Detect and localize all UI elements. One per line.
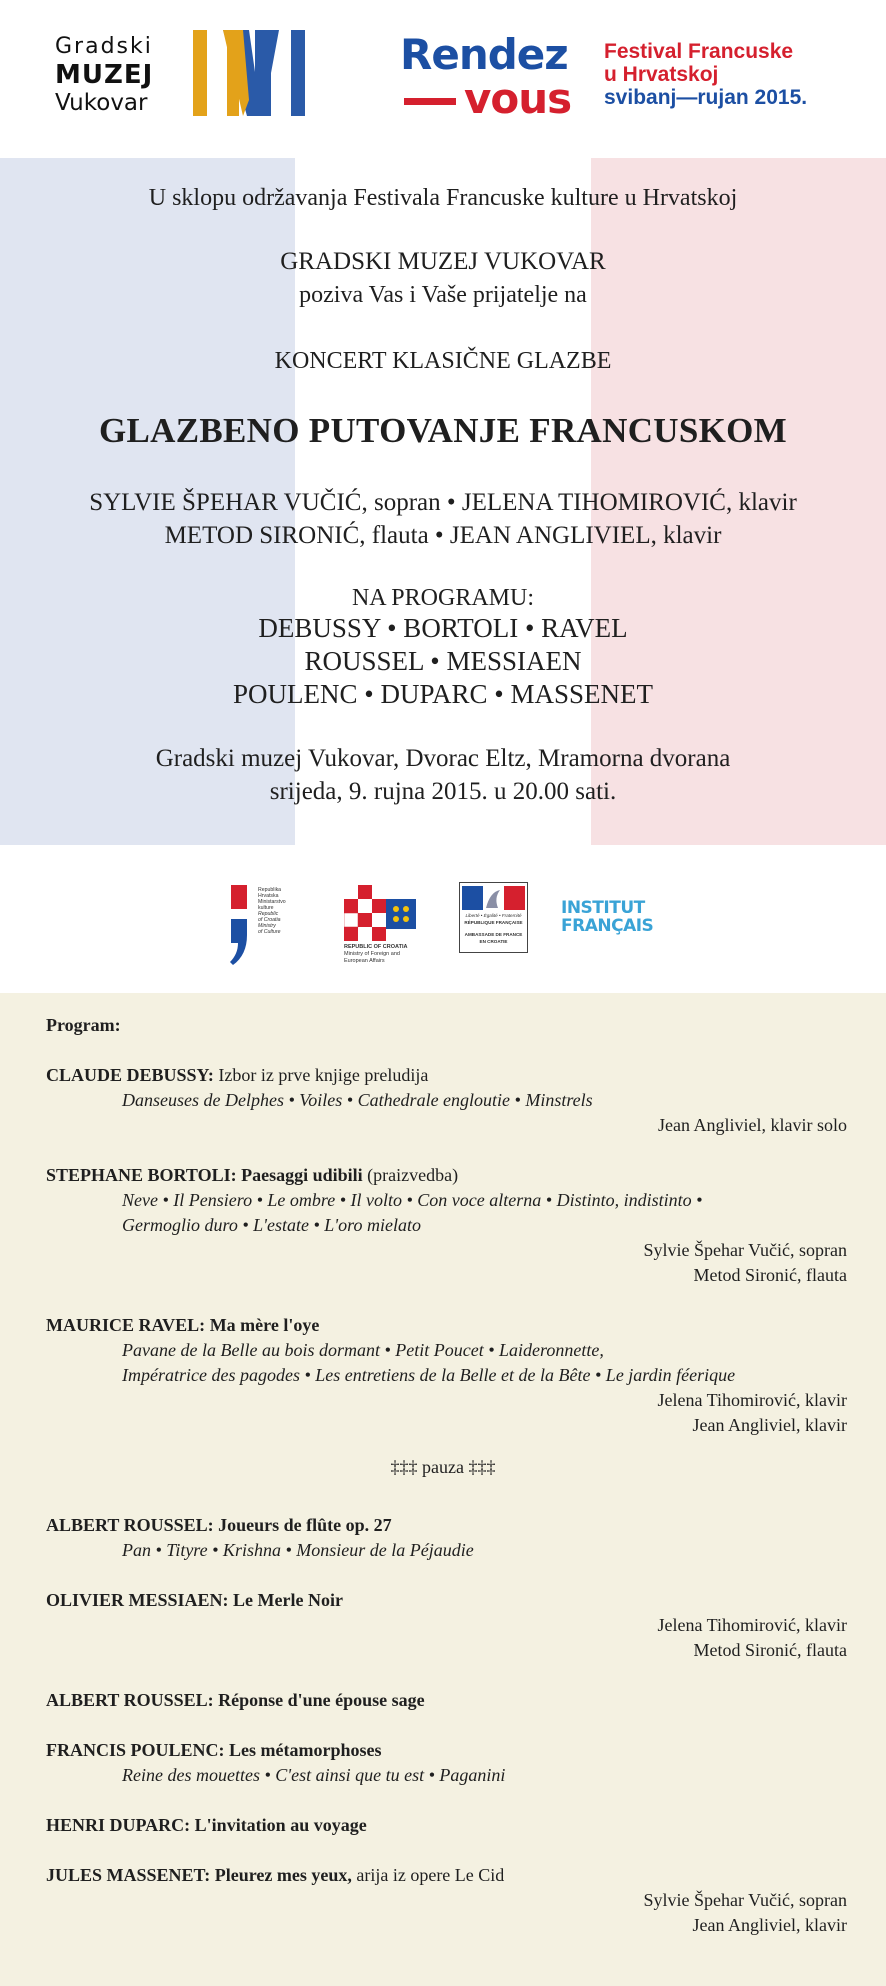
rendezvous-line1: Rendez — [400, 30, 568, 79]
moc-text-0: Republika — [258, 887, 282, 893]
ravel-composer: MAURICE RAVEL: — [46, 1315, 206, 1335]
ravel-entry — [46, 1315, 319, 1336]
sponsor-logos — [0, 845, 886, 993]
debussy-pieces: Danseuses de Delphes • Voiles • Cathedrale engloutie • Minstrels — [122, 1090, 593, 1110]
invitation-intro: U sklopu održavanja Festivala Francuske kulture u Hrvatskoj — [148, 185, 738, 211]
invitation-host: GRADSKI MUZEJ VUKOVAR — [280, 248, 606, 275]
massenet-work: Pleurez mes yeux, — [214, 1865, 352, 1885]
debussy-work: Izbor iz prve knjige preludija — [218, 1065, 429, 1085]
mfa-text-1: Ministry of Foreign and — [344, 951, 400, 957]
bortoli-note: (praizvedba) — [367, 1165, 459, 1185]
rendezvous-line2: vous — [464, 74, 572, 123]
massenet-performer-2: Jean Angliviel, klavir — [692, 1915, 847, 1935]
festival-line1: Festival Francuske — [604, 40, 794, 63]
moc-text-3: kulture — [258, 905, 274, 911]
gradski-muzej-vukovar-logo — [55, 30, 315, 120]
amb-text-1: RÉPUBLIQUE FRANÇAISE — [464, 919, 523, 925]
messiaen-performer-1: Jelena Tihomirović, klavir — [657, 1615, 847, 1635]
bortoli-performer-2: Metod Sironić, flauta — [693, 1265, 847, 1285]
header — [0, 0, 886, 158]
messiaen-performer-2: Metod Sironić, flauta — [693, 1640, 847, 1660]
institut-text-1: FRANÇAIS — [561, 916, 654, 936]
invitation-composers-line1: DEBUSSY • BORTOLI • RAVEL — [258, 613, 628, 643]
museum-logo-text — [55, 33, 153, 117]
ravel-work: Ma mère l'oye — [209, 1315, 320, 1335]
massenet-note: arija iz opere Le Cid — [356, 1865, 505, 1885]
amb-text-3: EN CROATIE — [479, 938, 508, 944]
roussel2-entry — [46, 1690, 425, 1711]
massenet-performer-1: Sylvie Špehar Vučić, sopran — [643, 1890, 847, 1910]
moc-text-4: Republic — [258, 911, 279, 917]
museum-logo-line2: MUZEJ — [55, 60, 154, 90]
roussel2-work: Réponse d'une épouse sage — [218, 1690, 425, 1710]
moc-text-6: Ministry — [258, 923, 276, 929]
festival-line2: u Hrvatskoj — [604, 63, 719, 86]
duparc-entry — [46, 1815, 367, 1836]
marianne-icon — [462, 886, 525, 910]
bortoli-composer: STEPHANE BORTOLI: — [46, 1165, 237, 1185]
rendezvous-dash — [404, 98, 456, 105]
debussy-performer: Jean Angliviel, klavir solo — [658, 1115, 847, 1135]
invitation-invite: poziva Vas i Vaše prijatelje na — [299, 282, 587, 308]
moc-text-7: of Culture — [258, 929, 281, 935]
moc-text-1: Hrvatska — [258, 893, 279, 899]
invitation-venue: Gradski muzej Vukovar, Dvorac Eltz, Mramorna dvorana — [155, 745, 731, 772]
poulenc-entry — [46, 1740, 382, 1761]
bortoli-performer-1: Sylvie Špehar Vučić, sopran — [643, 1240, 847, 1260]
invitation-band — [0, 158, 886, 845]
amb-text-2: AMBASSADE DE FRANCE — [464, 932, 523, 937]
rendezvous-logo — [400, 30, 590, 123]
massenet-composer: JULES MASSENET: — [46, 1865, 211, 1885]
mfa-text-2: European Affairs — [344, 958, 385, 964]
poulenc-pieces: Reine des mouettes • C'est ainsi que tu est • Paganini — [122, 1765, 506, 1785]
ambassade-de-france-logo — [459, 882, 528, 953]
moc-text-2: Ministarstvo — [258, 899, 286, 905]
invitation-title: GLAZBENO PUTOVANJE FRANCUSKOM — [98, 411, 788, 450]
poulenc-composer: FRANCIS POULENC: — [46, 1740, 225, 1760]
festival-line3: svibanj—rujan 2015. — [604, 86, 808, 109]
messiaen-composer: OLIVIER MESSIAEN: — [46, 1590, 229, 1610]
messiaen-entry — [46, 1590, 343, 1611]
bortoli-entry — [46, 1165, 458, 1186]
roussel1-entry — [46, 1515, 392, 1536]
duparc-work: L'invitation au voyage — [194, 1815, 367, 1835]
ministry-foreign-affairs-logo — [344, 885, 424, 969]
croatian-checkerboard-eu-icon — [344, 885, 416, 941]
invitation-performers-line1: SYLVIE ŠPEHAR VUČIĆ, sopran • JELENA TIHOMIROVIĆ, klavir — [89, 489, 797, 516]
roussel2-composer: ALBERT ROUSSEL: — [46, 1690, 214, 1710]
invitation-datetime: srijeda, 9. rujna 2015. u 20.00 sati. — [269, 778, 617, 805]
museum-logo-line1: Gradski — [55, 34, 153, 59]
institut-text-0: INSTITUT — [561, 898, 645, 918]
ravel-performer-2: Jean Angliviel, klavir — [692, 1415, 847, 1435]
invitation-composers-line2: ROUSSEL • MESSIAEN — [304, 646, 582, 676]
program-section — [0, 993, 886, 1986]
roussel1-composer: ALBERT ROUSSEL: — [46, 1515, 214, 1535]
roussel1-work: Joueurs de flûte op. 27 — [218, 1515, 392, 1535]
amb-text-0: Liberté • Égalité • Fraternité — [465, 913, 522, 918]
museum-m-logo-icon — [193, 30, 305, 116]
bortoli-pieces-2: Germoglio duro • L'estate • L'oro mielato — [122, 1215, 421, 1235]
invitation-program-heading: NA PROGRAMU: — [351, 585, 535, 611]
duparc-composer: HENRI DUPARC: — [46, 1815, 191, 1835]
ministry-of-culture-logo — [228, 885, 308, 967]
invitation-performers-line2: METOD SIRONIĆ, flauta • JEAN ANGLIVIEL, klavir — [164, 522, 722, 549]
invitation-composers-line3: POULENC • DUPARC • MASSENET — [233, 679, 653, 709]
bortoli-work: Paesaggi udibili — [241, 1165, 363, 1185]
ravel-performer-1: Jelena Tihomirović, klavir — [657, 1390, 847, 1410]
program-heading: Program: — [46, 1015, 121, 1035]
croatian-comma-icon — [228, 885, 254, 967]
institut-francais-logo — [561, 899, 671, 943]
massenet-entry — [46, 1865, 504, 1886]
debussy-entry — [46, 1065, 428, 1086]
festival-title — [604, 40, 864, 109]
mfa-text-0: REPUBLIC OF CROATIA — [344, 944, 408, 950]
moc-text-5: of Croatia — [258, 917, 281, 923]
poulenc-work: Les métamorphoses — [229, 1740, 382, 1760]
museum-logo-line3: Vukovar — [55, 90, 148, 116]
bortoli-pieces-1: Neve • Il Pensiero • Le ombre • Il volto • Con voce alterna • Distinto, indistinto • — [122, 1190, 703, 1210]
invitation-event-type: KONCERT KLASIČNE GLAZBE — [274, 348, 612, 374]
roussel1-pieces: Pan • Tityre • Krishna • Monsieur de la Péjaudie — [122, 1540, 474, 1560]
debussy-composer: CLAUDE DEBUSSY: — [46, 1065, 214, 1085]
ravel-pieces-1: Pavane de la Belle au bois dormant • Petit Poucet • Laideronnette, — [122, 1340, 604, 1360]
pause-divider: ‡‡‡ pauza ‡‡‡ — [390, 1457, 496, 1477]
ravel-pieces-2: Impératrice des pagodes • Les entretiens de la Belle et de la Bête • Le jardin féerique — [122, 1365, 736, 1385]
messiaen-work: Le Merle Noir — [233, 1590, 343, 1610]
